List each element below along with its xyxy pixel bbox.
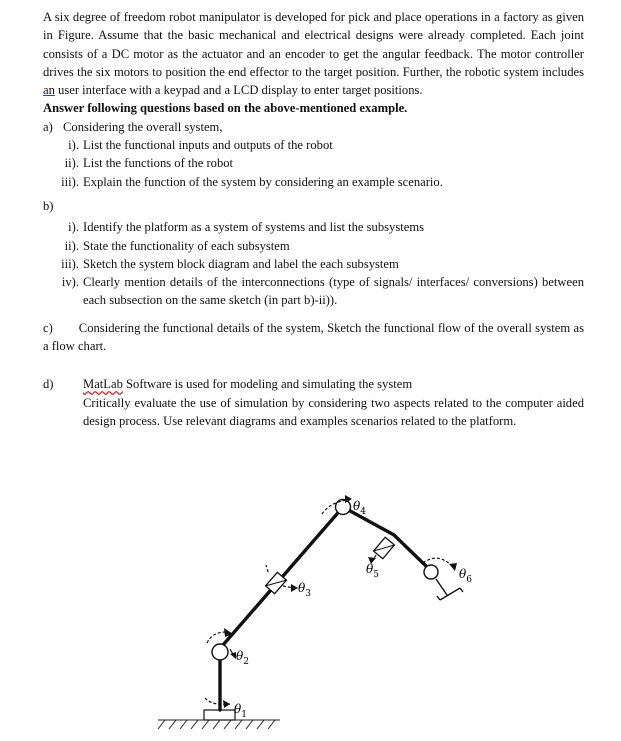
question-a-text: Considering the overall system, — [63, 119, 223, 134]
ground-hatch — [158, 720, 280, 729]
theta4-label: $\theta_4$ — [353, 499, 366, 517]
item-text: State the functionality of each subsystem — [83, 238, 290, 253]
arm-links — [220, 507, 426, 710]
item-text: List the functional inputs and outputs of the robot — [83, 138, 333, 153]
question-b-label: b) — [43, 198, 54, 213]
joint5-block — [374, 537, 395, 559]
item-text: List the functions of the robot — [83, 156, 234, 171]
item-number: iii). — [61, 174, 79, 189]
theta6-label: $\theta_6$ — [459, 567, 472, 585]
question-c-text: Considering the functional details of the system, Sketch the functional flow of the overall system as a flow chart. — [43, 320, 584, 354]
intro-text-1: A six degree of freedom robot manipulator is developed for pick and place operations in a factory as given in Figure. Assume that the basic mechanical and electrical designs were already completed. Each joint consists of a DC motor as the actuator and an encoder to get the angular feedback. The motor controller drives the six motors to position the end effector to the target position. Further, the robotic system includes — [43, 10, 584, 79]
item-number: iii). — [61, 256, 79, 271]
item-text: Sketch the system block diagram and label the each subsystem — [83, 256, 399, 271]
question-d-text: Critically evaluate the use of simulation by considering two aspects related to the computer aided design process. Use relevant diagrams and examples scenarios related to the platform. — [83, 395, 584, 428]
joint6-circle — [424, 565, 438, 579]
gripper — [436, 579, 463, 600]
theta3-label: $\theta_3$ — [298, 581, 311, 599]
theta5-label: $\theta_5$ — [366, 562, 379, 580]
intro-an-word: an — [43, 83, 55, 98]
question-a-label: a) — [43, 119, 53, 134]
item-text: Clearly mention details of the interconnections (type of signals/ interfaces/ conversions) between each subsection on the same sketch (in part b)-ii)). — [83, 275, 584, 308]
item-number: iv). — [61, 275, 79, 290]
matlab-word: MatLab — [83, 377, 123, 392]
item-number: ii). — [64, 238, 79, 253]
theta1-label: $\theta_1$ — [234, 702, 247, 720]
intro-text-2: user interface with a keypad and a LCD display to enter target positions. — [54, 83, 423, 98]
theta1-arrow — [205, 698, 230, 708]
item-number: i). — [68, 138, 79, 153]
question-d-label: d) — [43, 377, 54, 392]
joint2-circle — [212, 644, 228, 660]
item-number: i). — [68, 220, 79, 235]
item-text: Identify the platform as a system of systems and list the subsystems — [83, 220, 425, 235]
question-c-label: c) — [43, 320, 53, 335]
instruction-heading: Answer following questions based on the above-mentioned example. — [43, 101, 408, 116]
item-text: Explain the function of the system by considering an example scenario. — [83, 174, 443, 189]
item-number: ii). — [64, 156, 79, 171]
question-d-line1-rest: Software is used for modeling and simulating the system — [122, 377, 413, 392]
theta2-label: $\theta_2$ — [236, 649, 249, 667]
